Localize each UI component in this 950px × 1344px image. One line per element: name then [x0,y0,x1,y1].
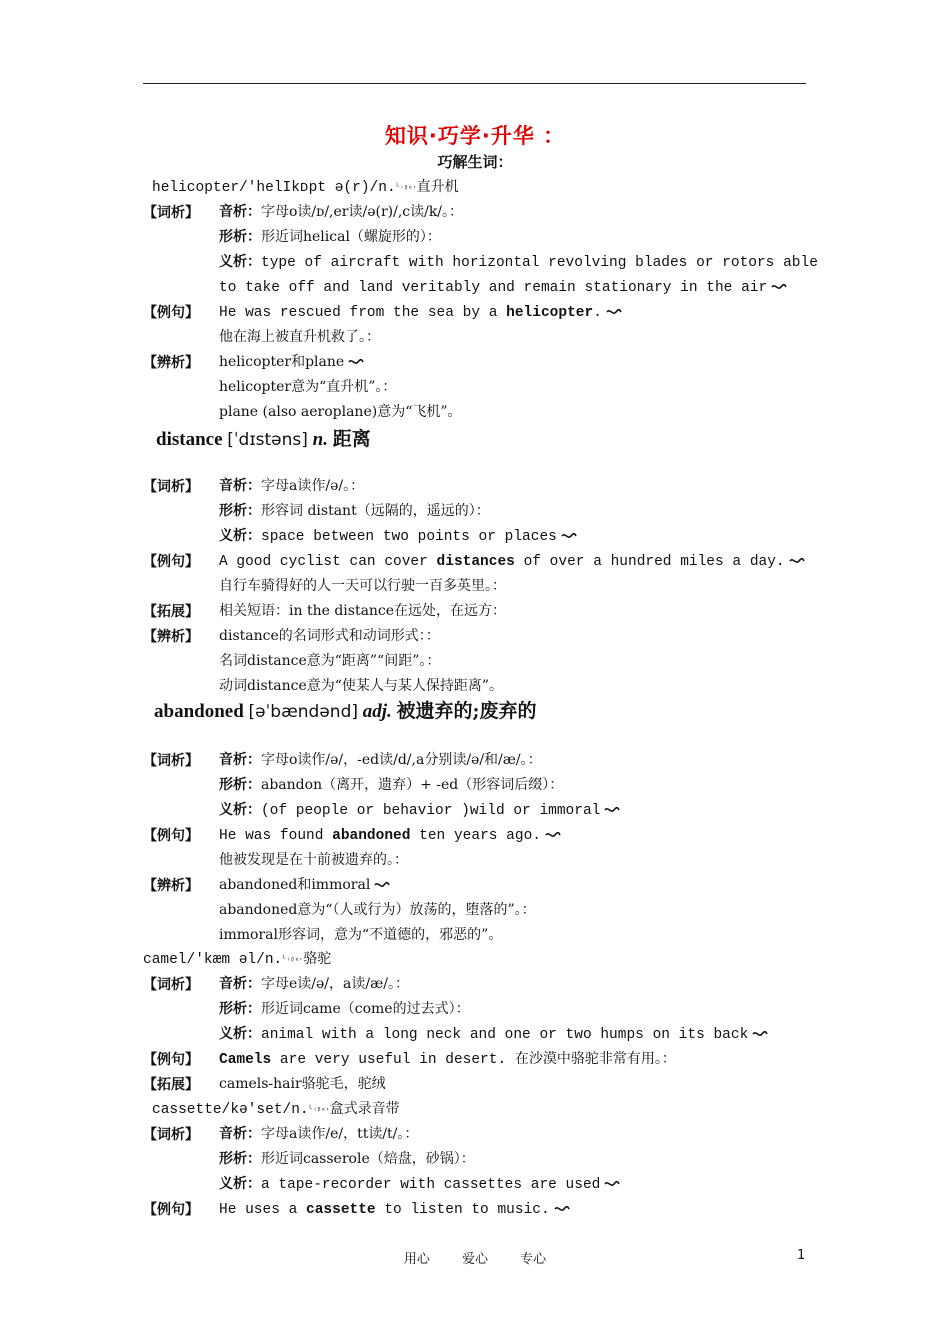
sound-analysis: 音析：字母o读/ᴅ/,er读/ə(r)/,c读/k/。： [219,204,464,220]
page-footer [0,1248,950,1267]
form-analysis: 形析：形近词helical（螺旋形的）： [219,229,441,245]
section-subtitle: 巧解生词： [437,153,513,171]
form-analysis: 形析：abandon（离开，遗弃）+ -ed（形容词后缀）： [219,777,564,793]
tag-liju: 【例句】 [143,554,199,570]
example-sentence: Camels are very useful in desert. 在沙漠中骆驼非常有用。： [219,1051,676,1068]
arrow-mark-icon [771,282,787,292]
headword-distance: distance [ˈdɪstəns] n. 距离 [156,428,371,450]
headword-camel: camel/′kæm əl/n.ᴸᵢᵦₑᵣ骆驼 [143,951,332,968]
page-title: 知识·巧学·升华 ： [384,124,566,148]
tag-tuozhan: 【拓展】 [143,1077,199,1093]
example-sentence: He was found abandoned ten years ago. [219,825,561,845]
arrow-mark-icon [604,805,620,815]
libertine-glyph-icon: ᴸᵢᵦₑᵣ [395,183,417,192]
tag-liju: 【例句】 [143,828,199,844]
sound-analysis: 音析：字母a读作/ə/。： [219,478,365,494]
diff-line: immoral形容词，意为“不道德的，邪恶的”。 [219,927,503,943]
headword-cassette: cassette/kə′set/n.ᴸᵢᵦₑᵣ盒式录音带 [152,1101,400,1118]
headword-abandoned: abandoned [əˈbændənd] adj. 被遗弃的;废弃的 [154,700,537,722]
sound-analysis: 音析：字母e读/ə/，a读/æ/。： [219,976,409,992]
extension-line: 相关短语：in the distance在远处，在远方： [219,603,507,619]
example-sentence: He uses a cassette to listen to music. [219,1199,570,1219]
diff-line: helicopter意为“直升机”。： [219,379,397,395]
page-number: 1 [797,1248,806,1263]
arrow-mark-icon [752,1029,768,1039]
headword-helicopter: helicopter/′helIkᴅpt ə(r)/n.ᴸᵢᵦₑᵣ直升机 [152,179,459,196]
arrow-mark-icon [374,880,390,890]
meaning-analysis: 义析：space between two points or places [219,526,577,546]
diff-line: 动词distance意为“使某人与某人保持距离”。 [219,678,504,694]
diff-line: abandoned和immoral [219,875,390,895]
form-analysis: 形析：形容词 distant（远隔的，遥远的）： [219,503,490,519]
footer-item: 用心 [403,1252,430,1267]
header-rule [143,83,806,84]
libertine-glyph-icon: ᴸᵢᵦₑᵣ [308,1105,330,1114]
arrow-mark-icon [606,307,622,317]
arrow-mark-icon [348,357,364,367]
tag-cixi: 【词析】 [143,205,199,221]
meaning-analysis: 义析：type of aircraft with horizontal revolving blades or rotors able [219,254,818,271]
tag-cixi: 【词析】 [143,977,199,993]
libertine-glyph-icon: ᴸᵢᵦₑᵣ [282,955,304,964]
tag-cixi: 【词析】 [143,1127,199,1143]
meaning-analysis: 义析：a tape-recorder with cassettes are used [219,1174,620,1194]
tag-cixi: 【词析】 [143,479,199,495]
tag-cixi: 【词析】 [143,753,199,769]
meaning-analysis-cont: to take off and land veritably and remain stationary in the air [219,277,787,297]
tag-bianxi: 【辨析】 [143,355,199,371]
meaning-analysis: 义析：animal with a long neck and one or two humps on its back [219,1024,768,1044]
tag-liju: 【例句】 [143,1202,199,1218]
diff-line: plane (also aeroplane)意为“飞机”。 [219,404,462,420]
example-sentence: He was rescued from the sea by a helicopter. [219,302,622,322]
example-translation: 他被发现是在十前被遗弃的。： [219,852,408,868]
arrow-mark-icon [561,531,577,541]
diff-line: helicopter和plane [219,352,364,372]
example-translation: 他在海上被直升机救了。： [219,329,380,345]
arrow-mark-icon [554,1204,570,1214]
arrow-mark-icon [545,830,561,840]
form-analysis: 形析：形近词came（come的过去式）： [219,1001,470,1017]
arrow-mark-icon [604,1179,620,1189]
diff-line: abandoned意为“（人或行为）放荡的，堕落的”。： [219,902,536,918]
form-analysis: 形析：形近词casserole（焙盘，砂锅）： [219,1151,475,1167]
arrow-mark-icon [789,556,805,566]
footer-item: 爱心 [461,1252,488,1267]
tag-bianxi: 【辨析】 [143,629,199,645]
example-sentence: A good cyclist can cover distances of over a hundred miles a day. [219,551,805,571]
meaning-analysis: 义析：(of people or behavior )wild or immoral [219,800,620,820]
sound-analysis: 音析：字母o读作/ə/，-ed读/d/,a分别读/ə/和/æ/。： [219,752,542,768]
example-translation: 自行车骑得好的人一天可以行驶一百多英里。： [219,578,506,594]
tag-bianxi: 【辨析】 [143,878,199,894]
tag-liju: 【例句】 [143,305,199,321]
diff-line: 名词distance意为“距离”“间距”。： [219,653,441,669]
extension-line: camels-hair骆驼毛，驼绒 [219,1076,386,1092]
tag-liju: 【例句】 [143,1052,199,1068]
sound-analysis: 音析：字母a读作/e/，tt读/t/。： [219,1126,419,1142]
tag-tuozhan: 【拓展】 [143,604,199,620]
diff-line: distance的名词形式和动词形式：： [219,628,440,644]
footer-item: 专心 [520,1252,547,1267]
